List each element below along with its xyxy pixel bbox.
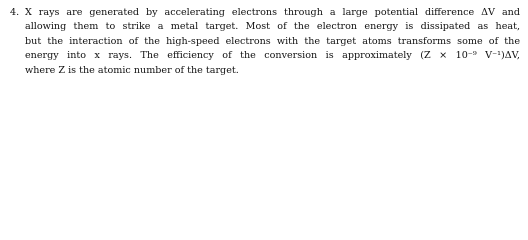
- document-page: [0, 0, 528, 93]
- problem-line-4: energy into x rays. The efficiency of the conversion is approximately (Z × 10⁻⁹ V⁻¹)ΔV,: [25, 50, 520, 62]
- problem-line-1: X rays are generated by accelerating electrons through a large potential difference ΔV and: [25, 7, 520, 18]
- problem-line-3: but the interaction of the high-speed electrons with the target atoms transforms some of the: [25, 35, 520, 47]
- problem-line-2: allowing them to strike a metal target. Most of the electron energy is dissipated as heat,: [25, 21, 520, 33]
- problem-line-5: where Z is the atomic number of the target.: [25, 64, 239, 76]
- problem-4: [10, 6, 520, 78]
- problem-number: 4.: [10, 7, 20, 18]
- problem-text: [25, 6, 520, 78]
